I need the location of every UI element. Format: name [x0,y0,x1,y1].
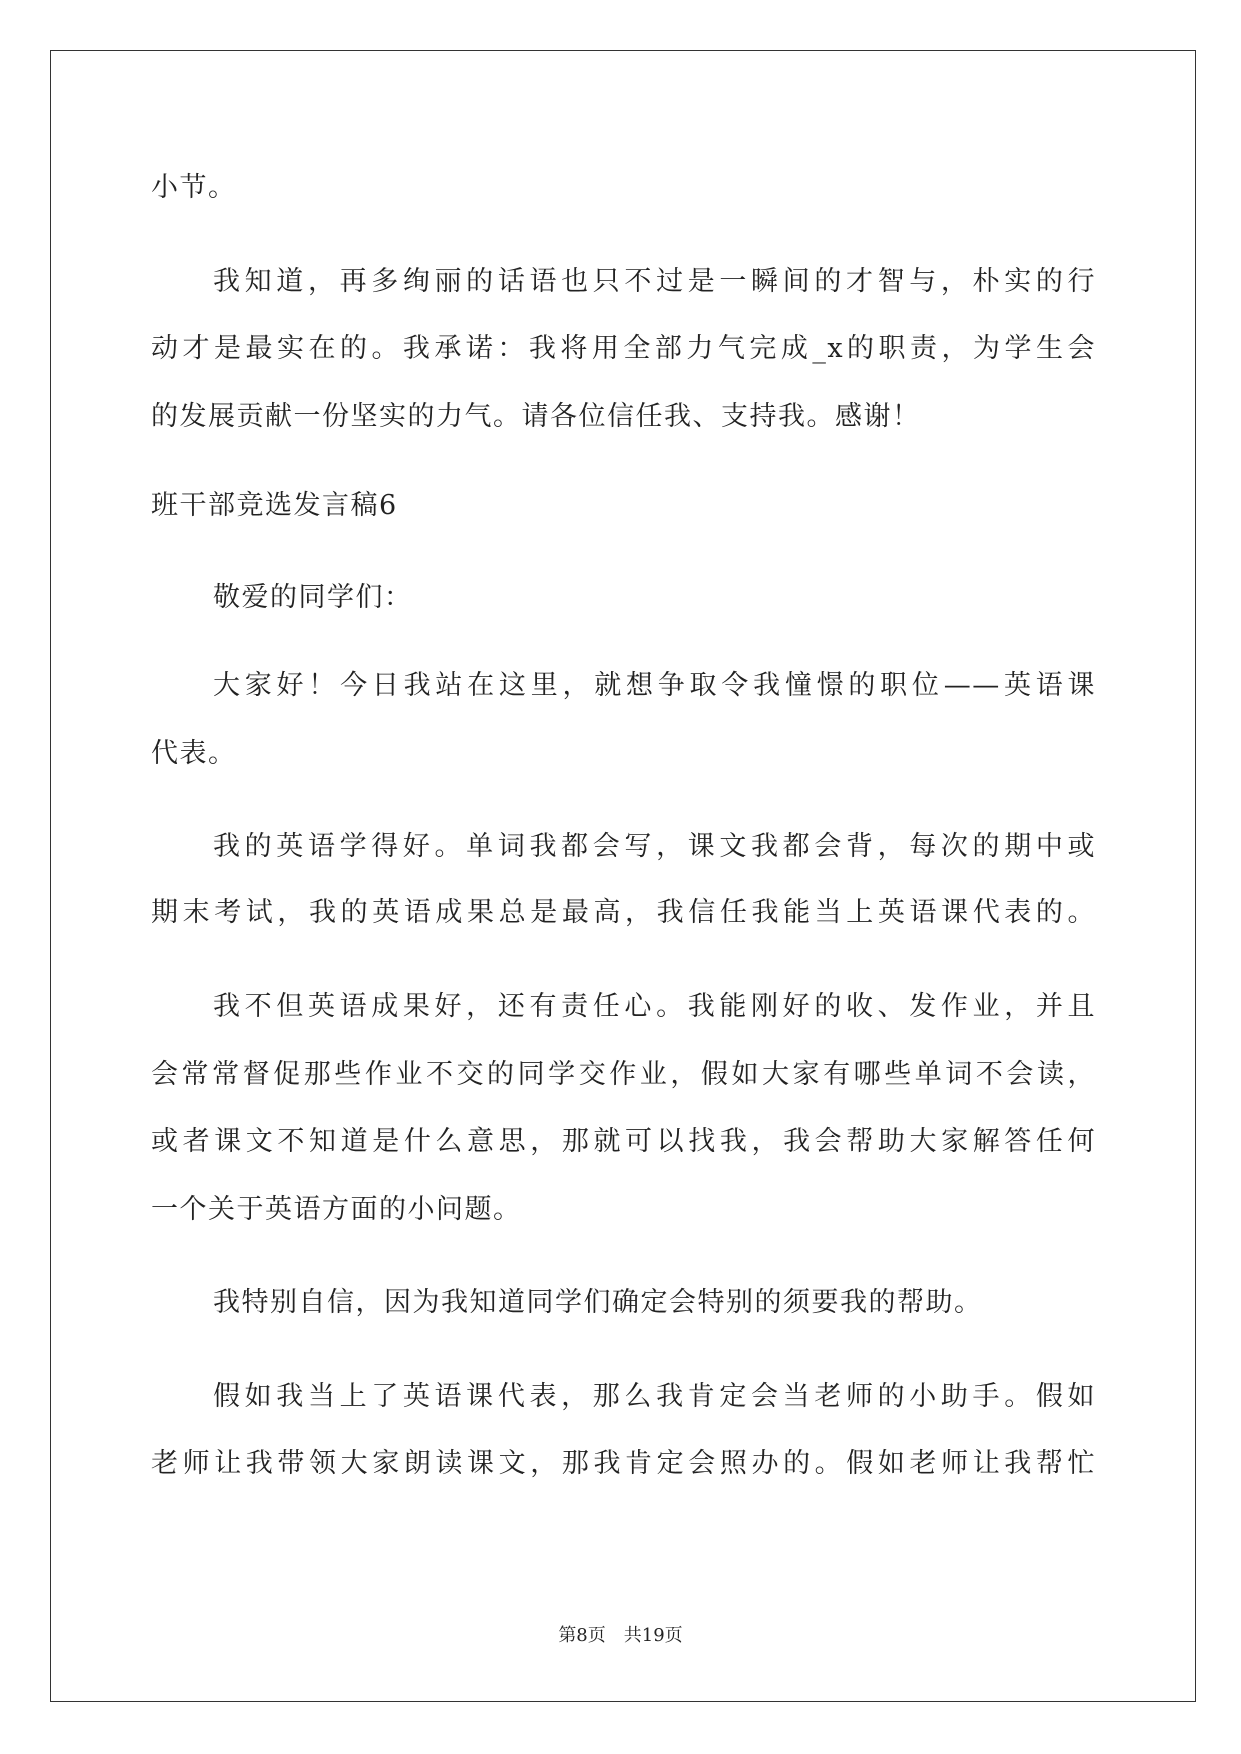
salutation: 敬爱的同学们： [213,582,413,613]
paragraph-first-line: 假如我当上了英语课代表，那么我肯定会当老师的小助手。假如 [213,1381,1096,1412]
section-heading: 班干部竞选发言稿6 [151,490,398,521]
text-line: 的发展贡献一份坚实的力气。请各位信任我、支持我。感谢！ [151,401,921,432]
text-line: 期末考试，我的英语成果总是最高，我信任我能当上英语课代表的。 [151,897,1096,928]
text-line: 或者课文不知道是什么意思，那就可以找我，我会帮助大家解答任何 [151,1126,1096,1157]
text-line: 动才是最实在的。我承诺：我将用全部力气完成_x的职责，为学生会 [151,333,1096,364]
text-line: 小节。 [151,172,237,203]
paragraph-first-line: 我的英语学得好。单词我都会写，课文我都会背，每次的期中或 [213,831,1096,862]
text-line: 老师让我带领大家朗读课文，那我肯定会照办的。假如老师让我帮忙 [151,1448,1096,1479]
paragraph-first-line: 大家好！今日我站在这里，就想争取令我憧憬的职位——英语课 [213,670,1096,701]
paragraph-first-line: 我知道，再多绚丽的话语也只不过是一瞬间的才智与，朴实的行 [213,266,1096,297]
paragraph-first-line: 我不但英语成果好，还有责任心。我能刚好的收、发作业，并且 [213,991,1096,1022]
text-line: 会常常督促那些作业不交的同学交作业，假如大家有哪些单词不会读， [151,1059,1096,1090]
page-number: 第8页 共19页 [558,1625,683,1646]
text-line: 一个关于英语方面的小问题。 [151,1194,522,1225]
text-line: 代表。 [151,738,237,769]
paragraph-first-line: 我特别自信，因为我知道同学们确定会特别的须要我的帮助。 [213,1287,983,1318]
